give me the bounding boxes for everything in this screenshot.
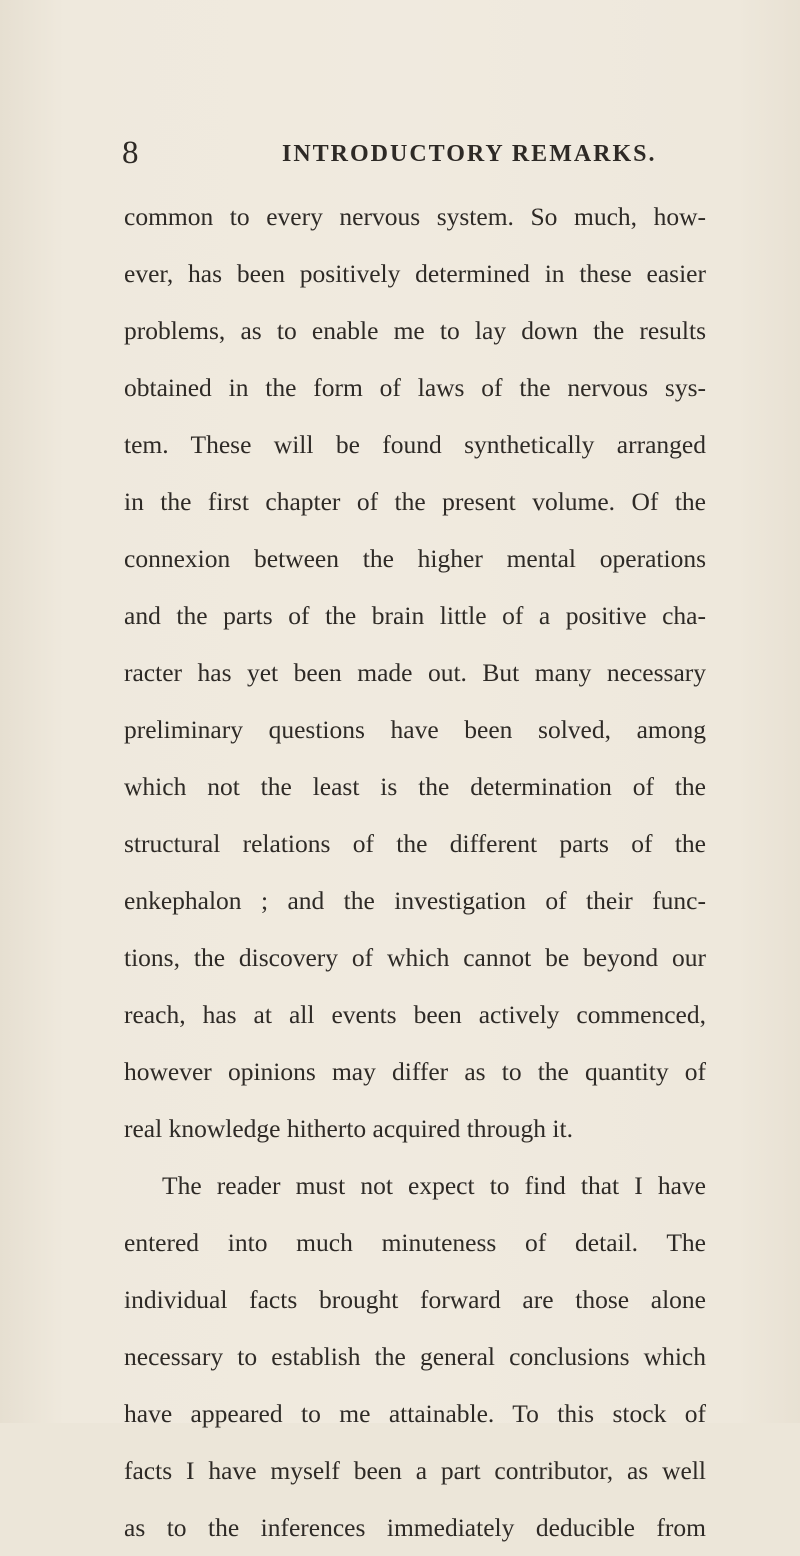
text-line: tem. These will be found synthetically arranged xyxy=(124,430,706,459)
page-header xyxy=(122,133,722,173)
paragraph-end-line: real knowledge hitherto acquired through it. xyxy=(124,1114,573,1143)
text-line: connexion between the higher mental operations xyxy=(124,544,706,573)
text-line: enkephalon ; and the investigation of their func- xyxy=(124,886,706,915)
text-line: have appeared to me attainable. To this stock of xyxy=(124,1399,706,1428)
text-line: in the first chapter of the present volume. Of the xyxy=(124,487,706,516)
text-line: ever, has been positively determined in these easier xyxy=(124,259,706,288)
text-line: preliminary questions have been solved, among xyxy=(124,715,706,744)
text-line: entered into much minuteness of detail. The xyxy=(124,1228,706,1257)
text-line: racter has yet been made out. But many necessary xyxy=(124,658,706,687)
text-line: and the parts of the brain little of a positive cha- xyxy=(124,601,706,630)
text-line: facts I have myself been a part contributor, as well xyxy=(124,1456,706,1485)
page-number: 8 xyxy=(122,135,139,171)
text-line: structural relations of the different parts of the xyxy=(124,829,706,858)
body-text xyxy=(124,188,706,1556)
text-line: common to every nervous system. So much, how- xyxy=(124,202,706,231)
text-line: reach, has at all events been actively commenced, xyxy=(124,1000,706,1029)
text-line: as to the inferences immediately deducible from xyxy=(124,1513,706,1542)
text-line: which not the least is the determination of the xyxy=(124,772,706,801)
text-line: individual facts brought forward are those alone xyxy=(124,1285,706,1314)
text-line: necessary to establish the general conclusions which xyxy=(124,1342,706,1371)
running-head: INTRODUCTORY REMARKS. xyxy=(282,141,657,167)
text-line: obtained in the form of laws of the nervous sys- xyxy=(124,373,706,402)
paragraph-start-line: The reader must not expect to find that I have xyxy=(162,1171,706,1200)
text-line: problems, as to enable me to lay down the results xyxy=(124,316,706,345)
text-line: tions, the discovery of which cannot be beyond our xyxy=(124,943,706,972)
text-line: however opinions may differ as to the quantity of xyxy=(124,1057,706,1086)
